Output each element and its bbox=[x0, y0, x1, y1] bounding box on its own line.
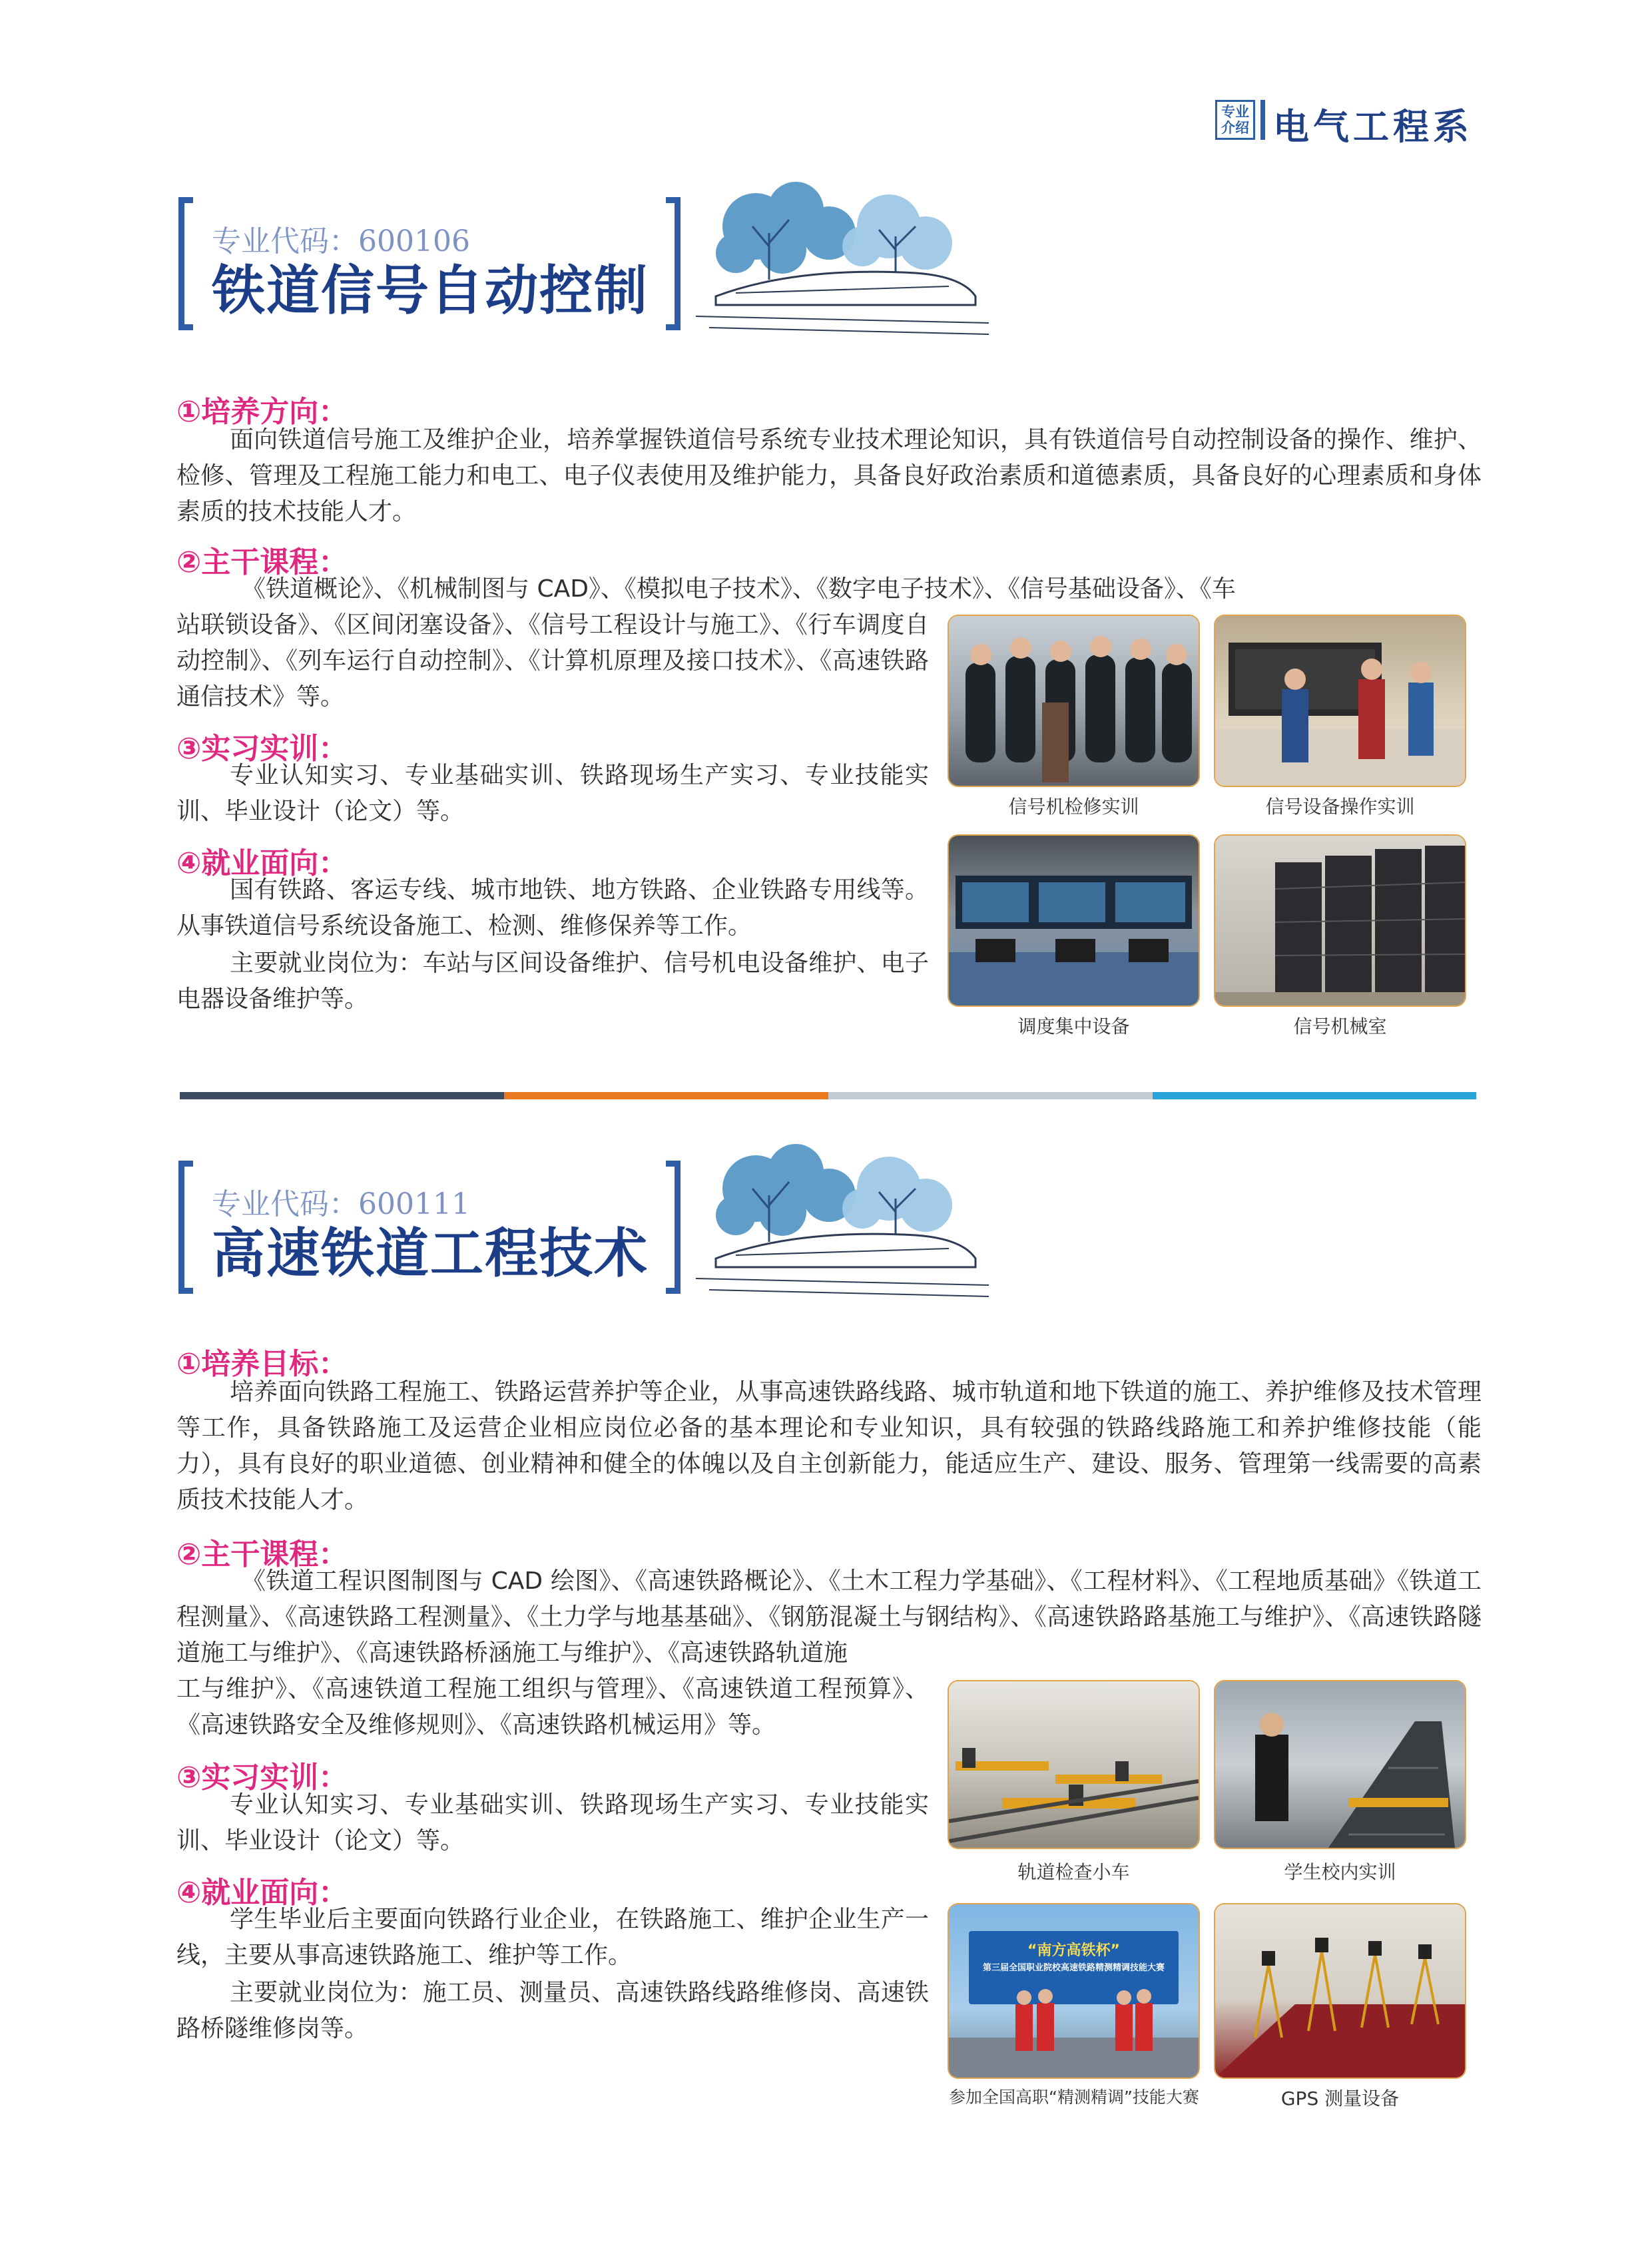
badge-line-1: 专业 bbox=[1221, 104, 1249, 120]
section-heading-employment: ④就业面向： bbox=[176, 1876, 348, 1910]
title-bracket-left bbox=[178, 1161, 193, 1294]
badge-line-2: 介绍 bbox=[1221, 120, 1249, 136]
title-bracket-left bbox=[178, 197, 193, 330]
title-bracket-right bbox=[666, 197, 681, 330]
photo-signal-console bbox=[1215, 616, 1465, 786]
section-text-core-courses: 站联锁设备》、《区间闭塞设备》、《信号工程设计与施工》、《行车调度自动控制》、《列车运行自动控制》、《计算机原理及接口技术》、《高速铁路通信技术》等。 bbox=[176, 611, 929, 710]
photo-caption: 学生校内实训 bbox=[1284, 1861, 1396, 1883]
competition-banner-title: “南方高铁杯” bbox=[1027, 1942, 1120, 1959]
section-heading-core-courses: ②主干课程： bbox=[176, 545, 348, 579]
train-tree-illustration-icon bbox=[696, 180, 995, 340]
section-text-employment-positions: 主要就业岗位为：施工员、测量员、高速铁路线路维修岗、高速铁路桥隧维修岗等。 bbox=[176, 1979, 929, 2042]
divider-segment bbox=[1153, 1092, 1476, 1099]
competition-banner-subtitle: 第三届全国职业院校高速铁路精测精调技能大赛 bbox=[982, 1963, 1165, 1973]
section-text-core-courses-line1: 《铁道概论》、《机械制图与 CAD》、《模拟电子技术》、《数字电子技术》、《信号基础设备》、《车 bbox=[242, 575, 1236, 603]
photo-track-cart bbox=[949, 1681, 1199, 1848]
divider-segment bbox=[504, 1092, 828, 1099]
photo-caption: 信号机检修实训 bbox=[1008, 796, 1139, 818]
title-bracket-right bbox=[666, 1161, 681, 1294]
section-text-employment-positions: 主要就业岗位为：车站与区间设备维护、信号机电设备维护、电子电器设备维护等。 bbox=[176, 950, 929, 1013]
photo-competition bbox=[949, 1904, 1199, 2078]
section-text-core-courses: 工与维护》、《高速铁道工程施工组织与管理》、《高速铁道工程预算》、《高速铁路安全及维修规则》、《高速铁路机械运用》等。 bbox=[176, 1675, 929, 1739]
section-text-core-courses-wide: 《铁道工程识图制图与 CAD 绘图》、《高速铁路概论》、《土木工程力学基础》、《工程材料》、《工程地质基础》《铁道工程测量》、《高速铁路工程测量》、《土力学与地基基础》、《钢筋混凝土与钢结构》、《高速铁路路基施工与维护》、《高速铁路隧道施工与维护》、《高速铁路桥涵施工与维护》、《高速铁路轨道施 bbox=[176, 1567, 1482, 1667]
program-title: 铁道信号自动控制 bbox=[212, 260, 649, 322]
section-text-training-direction: 面向铁道信号施工及维护企业，培养掌握铁道信号系统专业技术理论知识，具有铁道信号自动控制设备的操作、维护、检修、管理及工程施工能力和电工、电子仪表使用及维护能力，具备良好政治素质和道德素质，具备良好的心理素质和身体素质的技术技能人才。 bbox=[176, 426, 1482, 525]
program-code: 专业代码：600111 bbox=[212, 1187, 470, 1221]
photo-gps-equipment bbox=[1215, 1904, 1465, 2078]
section-text-internship: 专业认知实习、专业基础实训、铁路现场生产实习、专业技能实训、毕业设计（论文）等。 bbox=[176, 762, 929, 825]
section-heading-core-courses: ②主干课程： bbox=[176, 1538, 348, 1571]
section-text-employment: 国有铁路、客运专线、城市地铁、地方铁路、企业铁路专用线等。从事铁道信号系统设备施工、检测、维修保养等工作。 bbox=[176, 876, 929, 940]
photo-caption: 轨道检查小车 bbox=[1017, 1861, 1130, 1883]
program-title: 高速铁道工程技术 bbox=[212, 1223, 649, 1284]
program-code: 专业代码：600106 bbox=[212, 224, 470, 258]
section-text-employment: 学生毕业后主要面向铁路行业企业，在铁路施工、维护企业生产一线，主要从事高速铁路施工、维护等工作。 bbox=[176, 1906, 929, 1969]
section-heading-training-goal: ①培养目标： bbox=[176, 1347, 348, 1381]
photo-caption: GPS 测量设备 bbox=[1280, 2088, 1400, 2109]
photo-caption: 信号设备操作实训 bbox=[1265, 796, 1415, 818]
photo-student-training bbox=[1215, 1681, 1465, 1848]
divider-segment bbox=[828, 1092, 1153, 1099]
header-badge bbox=[1215, 100, 1255, 140]
photo-equipment-room bbox=[1215, 836, 1465, 1005]
photo-caption: 调度集中设备 bbox=[1017, 1015, 1130, 1037]
photo-caption: 信号机械室 bbox=[1293, 1015, 1387, 1037]
train-tree-illustration-icon bbox=[696, 1142, 995, 1302]
section-text-internship: 专业认知实习、专业基础实训、铁路现场生产实习、专业技能实训、毕业设计（论文）等。 bbox=[176, 1791, 929, 1854]
photo-dispatch-room bbox=[949, 836, 1199, 1005]
photo-caption: 参加全国高职“精测精调”技能大赛 bbox=[949, 2088, 1199, 2107]
department-title: 电气工程系 bbox=[1273, 106, 1473, 148]
photo-students-signal bbox=[949, 616, 1199, 786]
section-heading-internship: ③实习实训： bbox=[176, 1761, 348, 1795]
section-heading-training-direction: ①培养方向： bbox=[176, 395, 348, 429]
divider-segment bbox=[180, 1092, 504, 1099]
section-text-training-goal: 培养面向铁路工程施工、铁路运营养护等企业，从事高速铁路线路、城市轨道和地下铁道的施工、养护维修及技术管理等工作，具备铁路施工及运营企业相应岗位必备的基本理论和专业知识，具有较强的铁路线路施工和养护维修技能（能力），具有良好的职业道德、创业精神和健全的体魄以及自主创新能力，能适应生产、建设、服务、管理第一线需要的高素质技术技能人才。 bbox=[176, 1378, 1482, 1514]
header-divider bbox=[1260, 100, 1265, 140]
section-heading-employment: ④就业面向： bbox=[176, 846, 348, 880]
section-heading-internship: ③实习实训： bbox=[176, 732, 348, 766]
